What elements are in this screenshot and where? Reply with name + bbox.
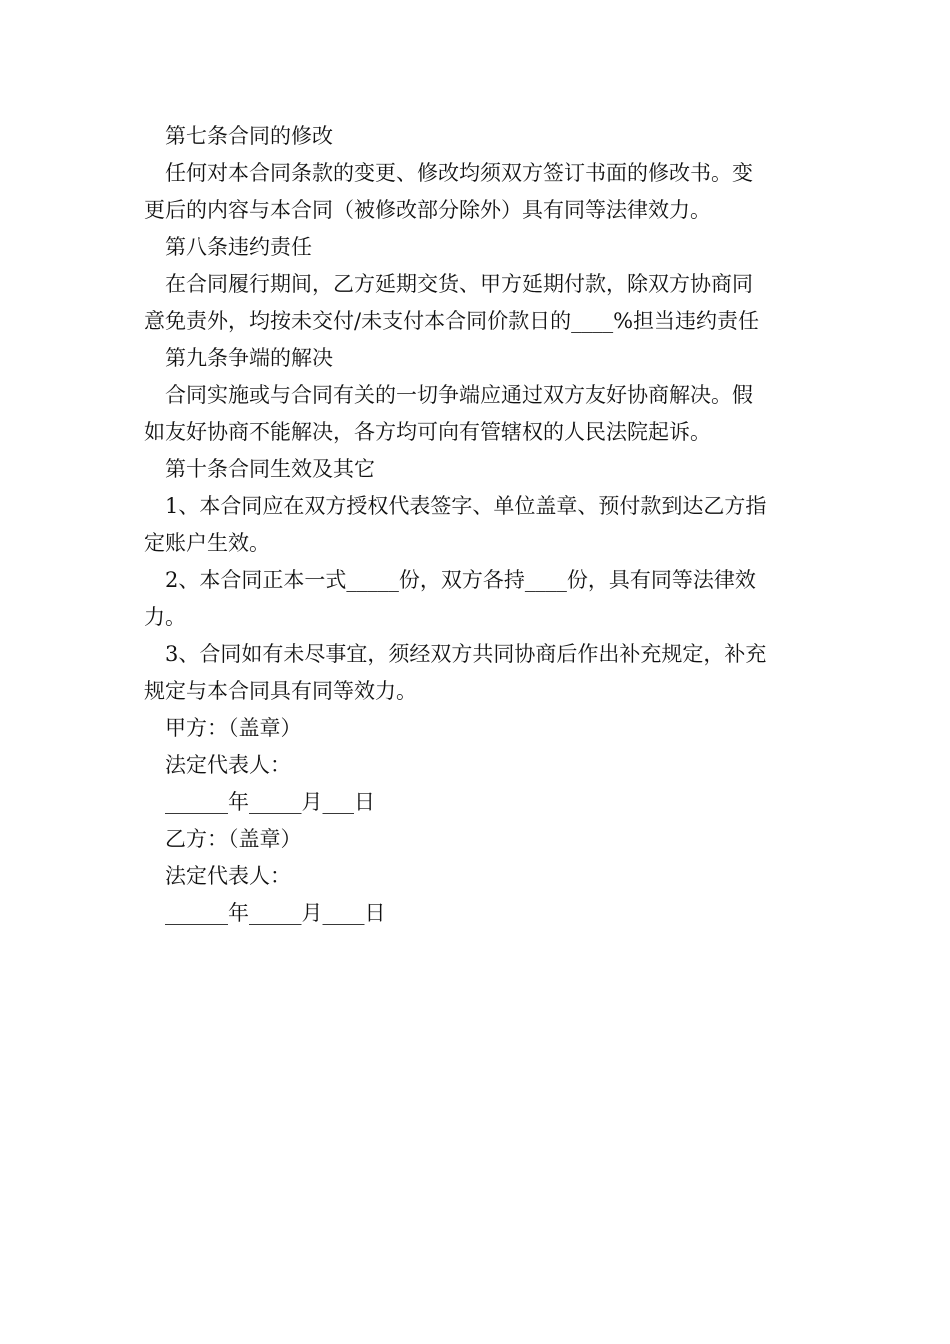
clause-3-line-1: 3、合同如有未尽事宜，须经双方共同协商后作出补充规定，补充 [165, 642, 767, 666]
party-a-date: ______年_____月___日 [165, 790, 375, 814]
clause-2-line-1: 2、本合同正本一式_____份，双方各持____份，具有同等法律效 [165, 568, 756, 592]
clause-1-line-2: 定账户生效。 [144, 531, 270, 555]
party-b-date: ______年_____月____日 [165, 901, 386, 925]
article-9-text-line-1: 合同实施或与合同有关的一切争端应通过双方友好协商解决。假 [165, 383, 753, 407]
article-8-text-line-2: 意免责外，均按未交付/未支付本合同价款日的____%担当违约责任 [144, 309, 760, 333]
party-b-representative: 法定代表人： [165, 864, 291, 888]
clause-3-line-2: 规定与本合同具有同等效力。 [144, 679, 417, 703]
article-7-text-line-2: 更后的内容与本合同（被修改部分除外）具有同等法律效力。 [144, 198, 711, 222]
article-9-text-line-2: 如友好协商不能解决，各方均可向有管辖权的人民法院起诉。 [144, 420, 711, 444]
document-body [144, 118, 808, 932]
clause-1-line-1: 1、本合同应在双方授权代表签字、单位盖章、预付款到达乙方指 [165, 494, 767, 518]
article-7-text-line-1: 任何对本合同条款的变更、修改均须双方签订书面的修改书。变 [165, 161, 753, 185]
article-8-heading: 第八条违约责任 [165, 235, 312, 259]
party-a-representative: 法定代表人： [165, 753, 291, 777]
party-a-seal: 甲方：（盖章） [165, 716, 302, 740]
party-b-seal: 乙方：（盖章） [165, 827, 302, 851]
article-8-text-line-1: 在合同履行期间，乙方延期交货、甲方延期付款，除双方协商同 [165, 272, 753, 296]
clause-2-line-2: 力。 [144, 605, 186, 629]
article-7-heading: 第七条合同的修改 [165, 124, 333, 148]
article-10-heading: 第十条合同生效及其它 [165, 457, 375, 481]
article-9-heading: 第九条争端的解决 [165, 346, 333, 370]
